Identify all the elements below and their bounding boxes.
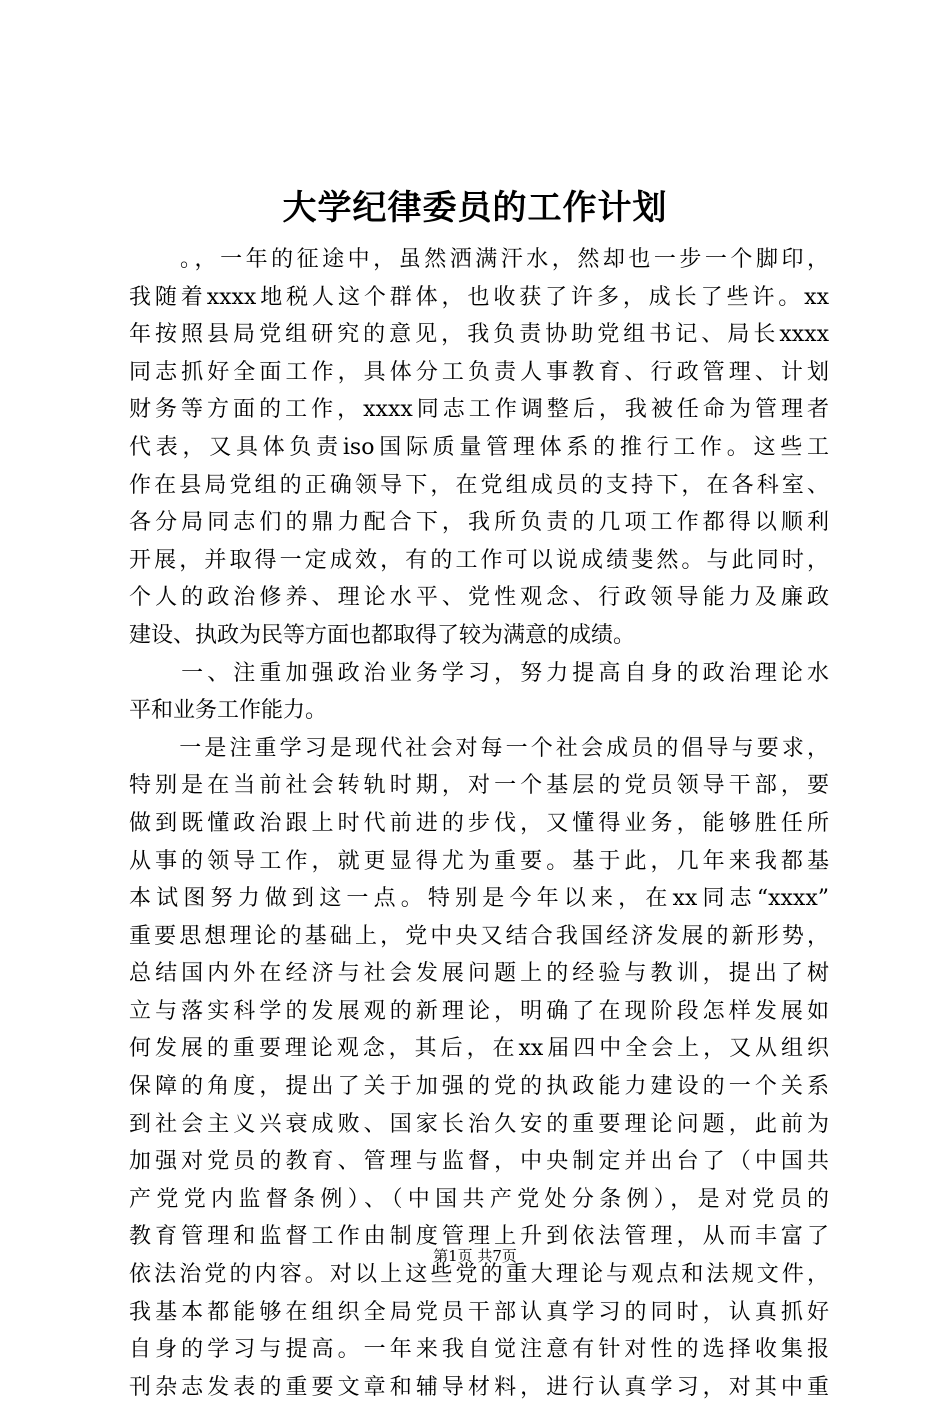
text-line: 个人的政治修养、理论水平、党性观念、行政领导能力及廉政	[129, 585, 829, 611]
text-line: 各分局同志们的鼎力配合下，我所负责的几项工作都得以顺利	[129, 510, 829, 536]
text-line: 同志抓好全面工作，具体分工负责人事教育、行政管理、计划	[129, 359, 829, 385]
text-line: 年按照县局党组研究的意见，我负责协助党组书记、局长xxxx	[129, 322, 829, 348]
text-line: 立与落实科学的发展观的新理论，明确了在现阶段怎样发展如	[129, 998, 829, 1024]
text-line: 我随着xxxx地税人这个群体，也收获了许多，成长了些许。xx	[129, 284, 829, 310]
text-line: 财务等方面的工作，xxxx同志工作调整后，我被任命为管理者	[129, 397, 829, 423]
text-line: 开展，并取得一定成效，有的工作可以说成绩斐然。与此同时，	[129, 547, 829, 573]
document-body	[129, 241, 829, 1406]
text-line: 做到既懂政治跟上时代前进的步伐，又懂得业务，能够胜任所	[129, 810, 829, 836]
document-title: 大学纪律委员的工作计划	[282, 188, 668, 228]
text-line: 从事的领导工作，就更显得尤为重要。基于此，几年来我都基	[129, 848, 829, 874]
page-footer: 第1页 共7页	[433, 1247, 517, 1265]
text-line: 建设、执政为民等方面也都取得了较为满意的成绩。	[129, 622, 636, 648]
text-line: 教育管理和监督工作由制度管理上升到依法管理，从而丰富了	[129, 1224, 829, 1250]
text-line: 产党党内监督条例）、（中国共产党处分条例），是对党员的	[129, 1186, 829, 1212]
text-line: 。，一年的征途中，虽然洒满汗水，然却也一步一个脚印，	[129, 247, 829, 272]
text-line: 作在县局党组的正确领导下，在党组成员的支持下，在各科室、	[129, 472, 829, 498]
text-line: 平和业务工作能力。	[129, 698, 328, 724]
text-line: 一、注重加强政治业务学习，努力提高自身的政治理论水	[129, 660, 829, 686]
text-line: 本试图努力做到这一点。特别是今年以来，在xx同志“xxxx”	[129, 886, 829, 912]
text-line: 代表，又具体负责iso国际质量管理体系的推行工作。这些工	[129, 434, 829, 460]
text-line: 何发展的重要理论观念，其后，在xx届四中全会上，又从组织	[129, 1036, 829, 1062]
text-line: 特别是在当前社会转轨时期，对一个基层的党员领导干部，要	[129, 773, 829, 799]
text-line: 依法治党的内容。对以上这些党的重大理论与观点和法规文件，	[129, 1262, 829, 1288]
text-line: 我基本都能够在组织全局党员干部认真学习的同时，认真抓好	[129, 1299, 829, 1325]
text-line: 一是注重学习是现代社会对每一个社会成员的倡导与要求，	[129, 735, 829, 761]
text-line: 加强对党员的教育、管理与监督，中央制定并出台了（中国共	[129, 1149, 829, 1175]
text-line: 到社会主义兴衰成败、国家长治久安的重要理论问题，此前为	[129, 1111, 829, 1137]
text-line: 自身的学习与提高。一年来我自觉注意有针对性的选择收集报	[129, 1337, 829, 1363]
text-line: 重要思想理论的基础上，党中央又结合我国经济发展的新形势，	[129, 923, 829, 949]
text-line: 总结国内外在经济与社会发展问题上的经验与教训，提出了树	[129, 961, 829, 987]
text-line: 保障的角度，提出了关于加强的党的执政能力建设的一个关系	[129, 1074, 829, 1100]
text-line: 刊杂志发表的重要文章和辅导材料，进行认真学习，对其中重	[129, 1374, 829, 1400]
